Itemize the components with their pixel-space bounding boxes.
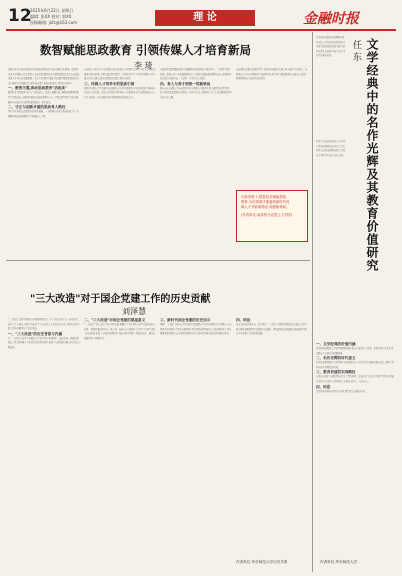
article3-section4: 四、结语 [316, 384, 331, 389]
header-rule [6, 29, 396, 31]
summary-author-note: (作者单位:某高校马克思主义学院) [241, 213, 293, 217]
article3-intro: 文学经典承载着民族精神与时代记忆,其中的名作以独特的艺术魅力和深刻的思想内涵,历经岁月洗礼而光辉不减,具有不可替代的教育价值。 [316, 36, 346, 58]
column-divider [312, 32, 313, 572]
article1-col1: 以数字化为代表的新技术正深刻改变着教育生态与传媒行业格局。思政教育作为立德树人的关键环节,如何借助数智技术实现提质增效,成为当前高校传媒人才培养的重要课题。本文立足新时代要求,探讨数智赋能思政教育的内在逻辑与实践路径,以期为培育德才兼备的传媒人才提供有益参考。 一、数智为翼,推动思政教育"活起来" 数智技术为思政教育注入了新的活力。借助大数据分析,教师能够精准把握学生思想动态,实现因材施教;依托虚拟现实与人工智能,课堂教学由单向灌输转向沉浸互动,使理论更加鲜活、易于接受。 二、守正与创新并重的思政育人路径 坚持守正创新是思政教育的根本遵循。一方面要守牢意识形态阵地,另一方面要积极运用新媒体平台拓展育人空间。 [8, 68, 80, 118]
newspaper-logo: 金融时报 [303, 11, 359, 27]
article3-section3: 三、教育价值的实现路径 [316, 370, 356, 375]
article1-section2: 二、守正与创新并重的思政育人路径 [8, 105, 66, 110]
article2-section3: 三、新时代国企党建的历史启示 [160, 318, 211, 322]
summary-line-1: 在新形势下,数智技术赋能思政 [241, 195, 287, 199]
article2-col1: “三大改造”是新中国成立初期我国对农业、手工业和资本主义工商业进行的社会主义改造,实现了由新民主主义向社会主义的伟大转变,为国有企业党建工作的开展奠定了制度基础。 一、"三大改造"的历史背景与内涵 在“三大改造”过程中,党通过在企业中建立基层组织、选派干部、开展思想政治工作,逐步确立了党对企业的领导地位,形成了以党组织为核心的企业治理结构。 [8, 318, 80, 349]
article2-author-note: 作者单位:华东师范大学历史学系 [236, 560, 288, 564]
article1-col2: 在传媒人才培养中,应将思政元素有机融入专业课程,引导学生树立正确的新闻观与职业伦理。同时,通过智慧课堂、在线学习平台等手段,构建线上线下融合的育人模式,提升思政教育的覆盖面与实效性。 三、传媒人才培养中的思政引领 新时代传媒人才不仅要具备过硬的专业本领,更要具有坚定的政治立场和高度的社会责任感。高校应以思政引领为核心,以数智技术为支撑,推动育人与育才有机统一,培养能够讲好中国故事的高素质人才。 [84, 68, 156, 99]
article1-summary-box [236, 190, 308, 242]
article3-section2: 二、名作光辉的时代意义 [316, 356, 356, 361]
article2-section4: 四、结语 [236, 318, 251, 322]
submission-email: 投稿邮箱: jxfz@163.com [30, 20, 78, 25]
editor-line: 编辑: 张XX 校对: 郭XX [30, 14, 72, 19]
article1-section4: 四、育人与育才相统一的新格局 [160, 81, 211, 86]
article1-author: 李 琦 [134, 61, 153, 70]
article3-section1: 一、文学经典的价值内涵 [316, 342, 356, 346]
article3-col1: 名作之所以成为经典,在于其对人性的深刻洞察和对社会生活的真实反映,能够跨越时空引发读者共鸣,给人以启迪与力量。 [316, 140, 346, 157]
summary-line-3: 媒人才开辟新路径,构建新格局。 [241, 205, 290, 209]
article1-col4: 与此同时,还要注重发挥学生主体作用,鼓励其在数字化实践中主动思考、自我教育,在参与中增强对主流价值的认同,真正实现思政教育入脑入心,推动形成积极向上的校园文化氛围。 [236, 68, 308, 81]
article2-col2: 二、"三大改造"对国企党建的奠基意义 “三大改造”不仅完成了所有制的变革,更确立了党在国有企业中的政治核心作用。党组织通过把方向、管大局、保落实,有效推动了企业生产经营与职工队伍建设,积累了宝贵的党建经验,为此后国企党建工作的制度化、规范化发展提供了重要借鉴。 [84, 318, 156, 340]
article2-col4: 四、结语 历史是最好的教科书。深入研究“三大改造”对国企党建的历史贡献,有助于我们更好地把握国企党建的历史逻辑、理论逻辑和实践逻辑,推动新时代国有企业党建工作高质量发展。 [236, 318, 307, 336]
section-label: 理 论 [155, 10, 255, 26]
page-number: 12 [8, 6, 32, 26]
article1-bottom-rule [6, 260, 310, 261]
article3-author: 任 东 [351, 40, 361, 61]
article2-author: 刘泽慧 [122, 307, 146, 316]
issue-date: 2025年6月22日 星期日 [30, 8, 74, 13]
article2-section2: 二、"三大改造"对国企党建的奠基意义 [84, 318, 146, 322]
article1-section3: 三、传媒人才培养中的思政引领 [84, 81, 135, 86]
article3-title: 文学经典中的名作光辉及其教育价值研究 [365, 38, 379, 272]
article1-title: 数智赋能思政教育 引领传媒人才培育新局 [40, 43, 252, 57]
article2-section1: 一、"三大改造"的历史背景与内涵 [8, 331, 63, 336]
summary-line-2: 教育,为培育德才兼备的新时代传 [241, 200, 290, 204]
article3-author-note: 作者单位:华东师范大学 [320, 560, 358, 564]
article2-title: "三大改造"对于国企党建工作的历史贡献 [30, 294, 211, 305]
article2-col3: 三、新时代国企党建的历史启示 回顾“三大改造”的历史,对于新时代加强国有企业党的建设具有重要启示:必须坚持党对国有企业的全面领导,坚持把党的领导融入公司治理各环节,坚持建强基层党组织,充分发挥党组织的战斗堡垒作用和党员的先锋模范作用。 [160, 318, 232, 336]
article1-section1: 一、数智为翼,推动思政教育"活起来" [8, 86, 67, 91]
article1-col3: 实践证明,数智赋能能够有效破解传统思政教育中形式单一、针对性不强等问题。高校应进一步加强顶层设计,完善制度保障,推动数智技术与思政教育深度融合,形成全员、全过程、全方位育人格局。 四、育人与育才相统一的新格局 面向未来,传媒人才培育须坚持以立德树人为根本任务,以数智化转型为契机,不断创新思政教育的理念、内容与方法,为建设社会主义文化强国提供坚实的人才支撑。 [160, 68, 232, 99]
article3-body: 一、文学经典的价值内涵 文学经典凝聚着人类优秀的精神成果,蕴含丰富的审美价值、思想价值与文化价值,是涵养人文素养的重要源泉。 二、名作光辉的时代意义 名作的光辉体现在其对真善美的执着追求,在当代仍具有强烈的现实意义,能够引导青年树立正确的价值观。 三、教育价值的实现路径 在教育实践中,应通过细读文本、情境体验、比较阅读等方式,引导学生感受名作魅力,提升审美能力与思辨能力,实现以文化人、以文育人。 四、结语 文学经典的教育价值历久弥新,值得深入挖掘与传承。 [316, 342, 396, 552]
